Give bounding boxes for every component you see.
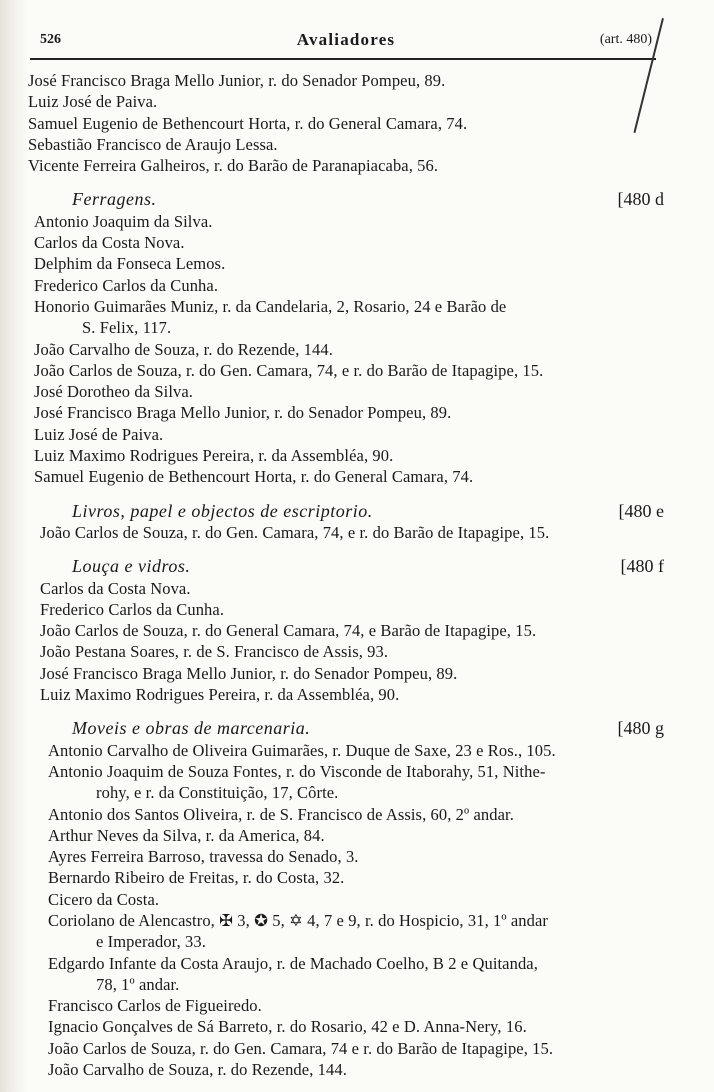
list-item: José Dorotheo da Silva. xyxy=(34,382,194,402)
list-item: José Francisco Braga Mello Junior, r. do Senador Pompeu, 89. xyxy=(40,663,458,683)
list-item: Vicente Ferreira Galheiros, r. do Barão de Paranapiacaba, 56. xyxy=(28,156,439,176)
list-item: Coriolano de Alencastro, ✠ 3, ✪ 5, ✡ 4, 7 e 9, r. do Hospicio, 31, 1º andar xyxy=(48,910,548,930)
page-header xyxy=(40,30,652,52)
list-item-continuation: S. Felix, 117. xyxy=(82,318,172,338)
list-item: Bernardo Ribeiro de Freitas, r. do Costa, 32. xyxy=(48,868,345,888)
section-code: [480 g xyxy=(617,718,664,739)
section-title: Livros, papel e objectos de escriptorio. xyxy=(72,500,373,521)
running-title: Avaliadores xyxy=(296,30,396,49)
list-item: Honorio Guimarães Muniz, r. da Candelaria, 2, Rosario, 24 e Barão de xyxy=(34,296,507,316)
page-number: 526 xyxy=(40,32,61,47)
list-item: Luiz José de Paiva. xyxy=(34,424,164,444)
list-item: Carlos da Costa Nova. xyxy=(40,578,191,598)
list-item: Delphim da Fonseca Lemos. xyxy=(34,254,226,274)
section-entries-moveis xyxy=(28,740,664,1081)
list-item: João Carvalho de Souza, r. do Rezende, 144. xyxy=(48,1060,347,1080)
section-code: [480 e xyxy=(618,500,664,521)
list-item: João Carvalho de Souza, r. do Rezende, 144. xyxy=(34,339,333,359)
list-item: João Carlos de Souza, r. do Gen. Camara, 74, e r. do Barão de Itapagipe, 15. xyxy=(40,522,550,542)
list-item: Luiz Maximo Rodrigues Pereira, r. da Assembléa, 90. xyxy=(34,446,394,466)
section-title: Louça e vidros. xyxy=(72,556,191,577)
list-item: José Francisco Braga Mello Junior, r. do Senador Pompeu, 89. xyxy=(28,71,446,90)
list-item: Samuel Eugenio de Bethencourt Horta, r. do General Camara, 74. xyxy=(34,467,474,487)
list-item: João Pestana Soares, r. de S. Francisco de Assis, 93. xyxy=(40,642,389,662)
section-title: Ferragens. xyxy=(72,189,157,210)
list-item: Antonio Joaquim de Souza Fontes, r. do Visconde de Itaborahy, 51, Nithe- xyxy=(48,761,546,781)
list-item: Edgardo Infante da Costa Araujo, r. de Machado Coelho, B 2 e Quitanda, xyxy=(48,953,538,973)
list-item: Frederico Carlos da Cunha. xyxy=(40,599,225,619)
list-item: Ayres Ferreira Barroso, travessa do Senado, 3. xyxy=(48,847,359,867)
list-item: Frederico Carlos da Cunha. xyxy=(34,275,219,295)
section-heading-moveis xyxy=(28,718,664,739)
section-code: [480 d xyxy=(617,189,664,210)
list-item: Francisco Carlos de Figueiredo. xyxy=(48,996,262,1016)
section-heading-ferragens xyxy=(28,189,664,210)
section-entries-ferragens xyxy=(28,211,664,488)
section-code: [480 f xyxy=(620,556,664,577)
section-heading-louca xyxy=(28,556,664,577)
text-column xyxy=(28,70,664,1080)
list-item: Sebastião Francisco de Araujo Lessa. xyxy=(28,134,278,154)
list-item: João Carlos de Souza, r. do General Camara, 74, e Barão de Itapagipe, 15. xyxy=(40,621,537,641)
section-entries-louca xyxy=(28,578,664,706)
page-edge-shadow xyxy=(0,0,28,1092)
list-item: Antonio Joaquim da Silva. xyxy=(34,211,213,231)
list-item: Antonio dos Santos Oliveira, r. de S. Francisco de Assis, 60, 2º andar. xyxy=(48,804,514,824)
list-item: Arthur Neves da Silva, r. da America, 84. xyxy=(48,825,325,845)
list-item: Ignacio Gonçalves de Sá Barreto, r. do Rosario, 42 e D. Anna-Nery, 16. xyxy=(48,1017,527,1037)
intro-entries xyxy=(28,70,664,176)
list-item: Antonio Carvalho de Oliveira Guimarães, r. Duque de Saxe, 23 e Ros., 105. xyxy=(48,740,556,760)
list-item: José Francisco Braga Mello Junior, r. do Senador Pompeu, 89. xyxy=(34,403,452,423)
section-heading-livros xyxy=(28,501,664,522)
list-item: Luiz José de Paiva. xyxy=(28,92,158,112)
list-item: Cicero da Costa. xyxy=(48,889,160,909)
article-reference: (art. 480) xyxy=(599,32,652,47)
section-entries-livros xyxy=(28,522,664,543)
list-item: Samuel Eugenio de Bethencourt Horta, r. do General Camara, 74. xyxy=(28,113,468,133)
section-title: Moveis e obras de marcenaria. xyxy=(72,718,311,739)
list-item-continuation: 78, 1º andar. xyxy=(96,974,180,994)
list-item: Luiz Maximo Rodrigues Pereira, r. da Assembléa, 90. xyxy=(40,685,400,705)
list-item: João Carlos de Souza, r. do Gen. Camara, 74 e r. do Barão de Itapagipe, 15. xyxy=(48,1038,554,1058)
list-item: Carlos da Costa Nova. xyxy=(34,233,185,253)
list-item-continuation: e Imperador, 33. xyxy=(96,932,206,952)
header-rule xyxy=(30,58,656,60)
list-item-continuation: rohy, e r. da Constituição, 17, Côrte. xyxy=(96,783,339,803)
list-item: João Carlos de Souza, r. do Gen. Camara, 74, e r. do Barão de Itapagipe, 15. xyxy=(34,360,544,380)
